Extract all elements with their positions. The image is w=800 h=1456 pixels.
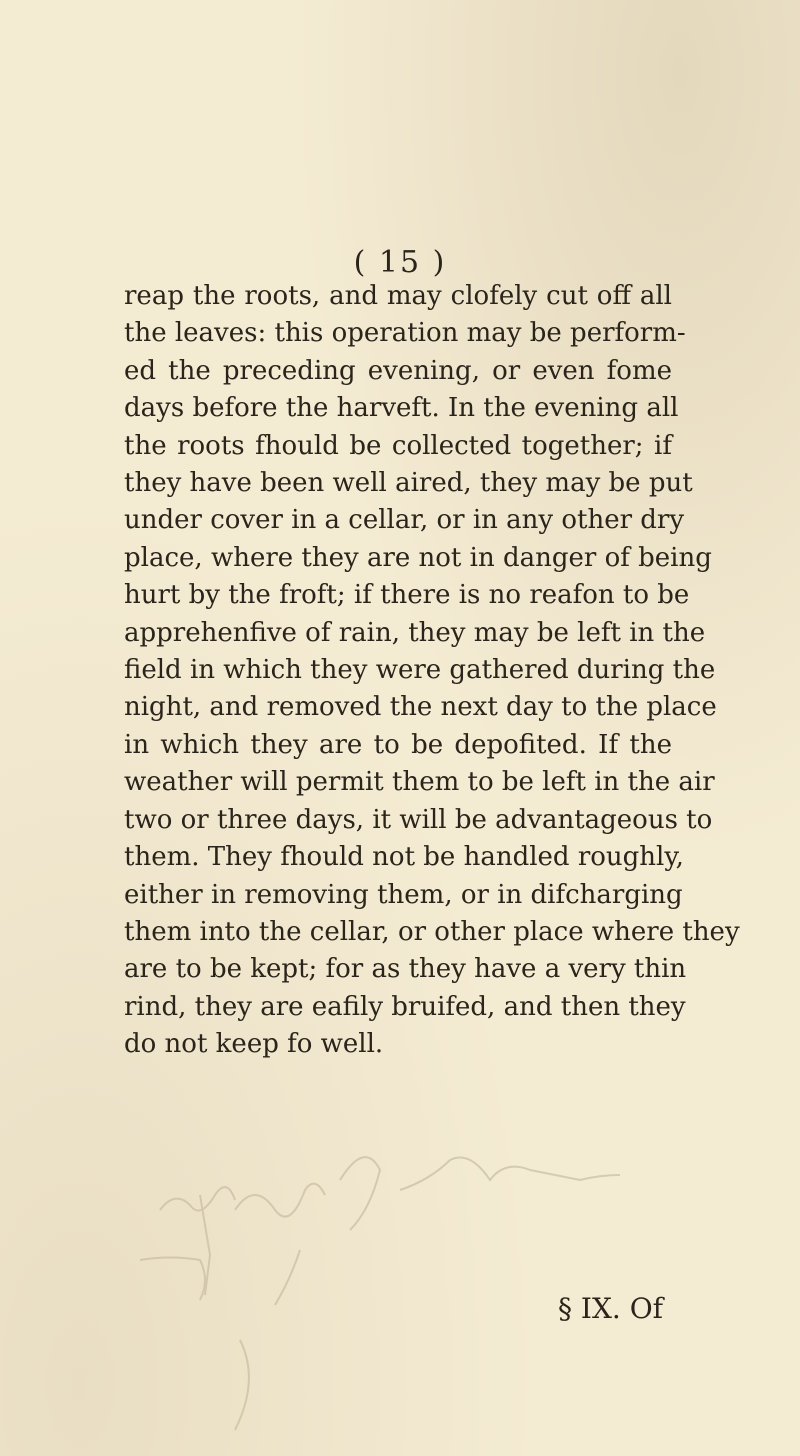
text-line: ed the preceding evening, or even fome: [124, 355, 672, 386]
body-text: [124, 278, 740, 1064]
text-line: do not keep fo well.: [124, 1029, 384, 1060]
text-line: in which they are to be depofited. If the: [124, 729, 672, 760]
text-line: two or three days, it will be advantageous to: [124, 804, 713, 835]
text-line: weather will permit them to be left in the air: [124, 767, 715, 798]
text-line: rind, they are eafily bruifed, and then they: [124, 991, 686, 1022]
text-line: hurt by the froft; if there is no reafon to be: [124, 580, 690, 611]
show-through-marks: [140, 1100, 700, 1440]
catchword: § IX. Of: [558, 1292, 664, 1325]
text-line: the leaves: this operation may be perform-: [124, 318, 686, 349]
text-line: they have been well aired, they may be put: [124, 468, 693, 499]
text-line: them. They fhould not be handled roughly,: [124, 842, 684, 873]
text-line: reap the roots, and may clofely cut off all: [124, 281, 672, 311]
text-line: either in removing them, or in difcharging: [124, 879, 683, 910]
text-line: under cover in a cellar, or in any other dry: [124, 505, 685, 536]
text-line: the roots fhould be collected together; if: [124, 430, 672, 461]
page-number: ( 15 ): [353, 245, 447, 280]
text-line: apprehenfive of rain, they may be left in the: [124, 617, 706, 648]
text-line: place, where they are not in danger of being: [124, 542, 712, 573]
text-line: them into the cellar, or other place where they: [124, 916, 740, 947]
text-line: are to be kept; for as they have a very thin: [124, 954, 687, 985]
text-line: night, and removed the next day to the place: [124, 692, 717, 723]
text-line: days before the harveft. In the evening all: [124, 393, 679, 424]
text-line: field in which they were gathered during the: [124, 655, 716, 686]
